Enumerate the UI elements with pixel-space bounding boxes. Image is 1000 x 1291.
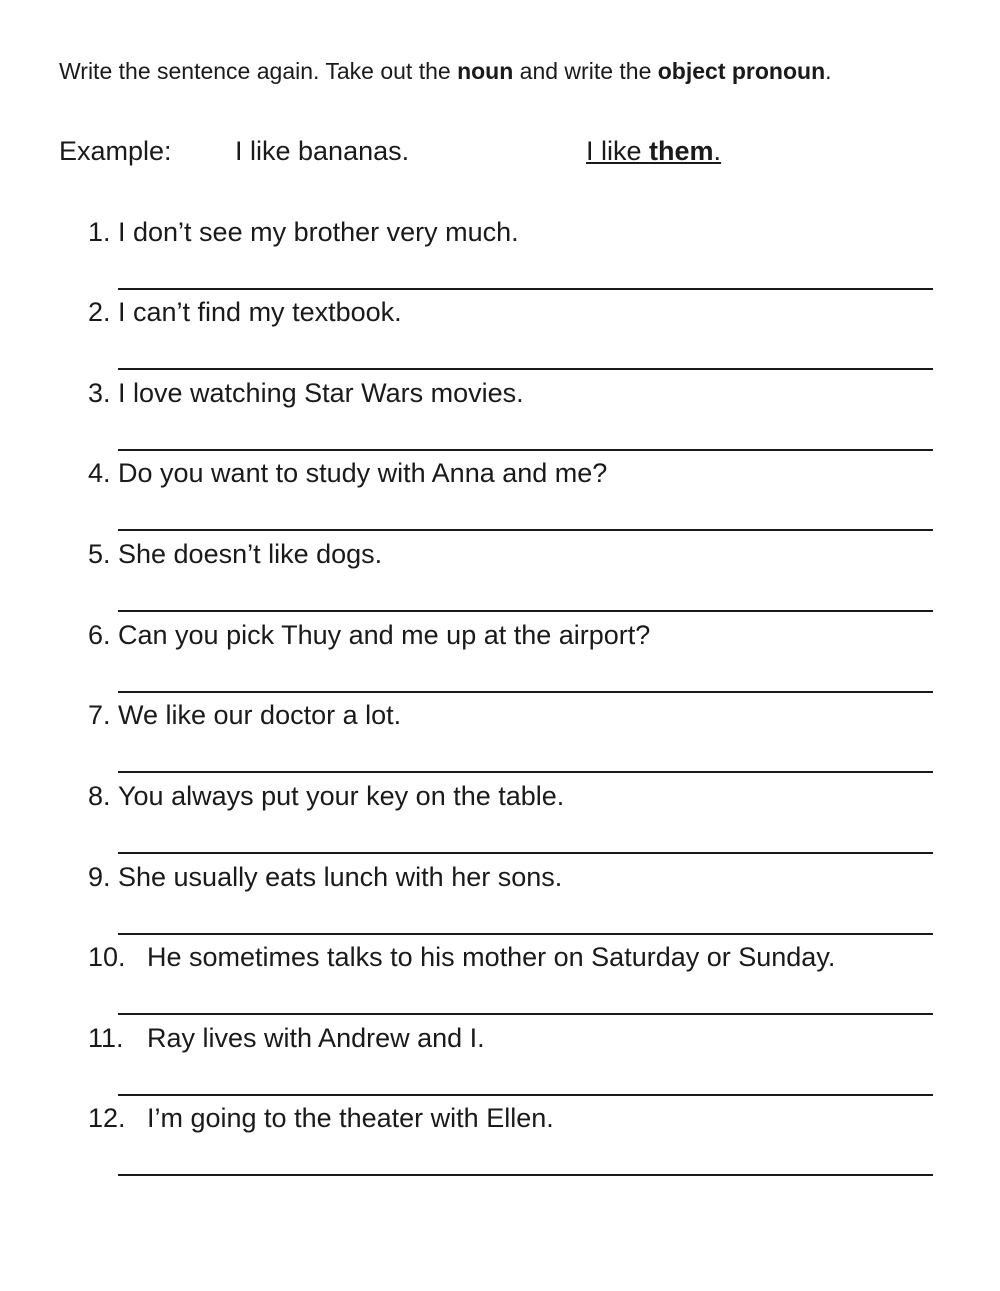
question-number: 9. xyxy=(88,862,111,892)
question-item xyxy=(0,862,1000,942)
instructions-noun: noun xyxy=(457,58,514,84)
question-item xyxy=(0,297,1000,377)
question-item xyxy=(0,942,1000,1022)
question-number: 12. xyxy=(88,1103,126,1133)
question-item xyxy=(0,217,1000,297)
answer-line[interactable] xyxy=(118,1013,933,1015)
answer-line[interactable] xyxy=(118,449,933,451)
answer-line[interactable] xyxy=(118,852,933,854)
question-item xyxy=(0,378,1000,458)
answer-line[interactable] xyxy=(118,933,933,935)
answer-line[interactable] xyxy=(118,529,933,531)
example-sentence: I like bananas. xyxy=(235,136,410,166)
question-item xyxy=(0,539,1000,619)
question-text: Ray lives with Andrew and I. xyxy=(147,1023,485,1053)
question-number: 4. xyxy=(88,458,111,488)
question-number: 8. xyxy=(88,781,111,811)
question-text: She doesn’t like dogs. xyxy=(118,539,383,569)
question-text: I’m going to the theater with Ellen. xyxy=(147,1103,554,1133)
question-text: She usually eats lunch with her sons. xyxy=(118,862,563,892)
question-text: I don’t see my brother very much. xyxy=(118,217,519,247)
question-item xyxy=(0,1103,1000,1183)
answer-line[interactable] xyxy=(118,1094,933,1096)
question-number: 5. xyxy=(88,539,111,569)
question-text: Do you want to study with Anna and me? xyxy=(118,458,608,488)
answer-line[interactable] xyxy=(118,610,933,612)
question-item xyxy=(0,1023,1000,1103)
question-number: 2. xyxy=(88,297,111,327)
example-answer-bold: them xyxy=(649,136,714,166)
question-item xyxy=(0,781,1000,861)
question-text: He sometimes talks to his mother on Saturday or Sunday. xyxy=(147,942,836,972)
answer-line[interactable] xyxy=(118,691,933,693)
question-text: We like our doctor a lot. xyxy=(118,700,402,730)
example-answer-prefix: I like xyxy=(586,136,650,166)
example-answer-suffix: . xyxy=(713,136,722,166)
instructions-part3: . xyxy=(825,58,832,84)
question-number: 10. xyxy=(88,942,126,972)
question-item xyxy=(0,458,1000,538)
example-label: Example: xyxy=(59,136,172,166)
instructions-part2: and write the xyxy=(513,58,658,84)
answer-line[interactable] xyxy=(118,771,933,773)
answer-line[interactable] xyxy=(118,1174,933,1176)
instructions-part1: Write the sentence again. Take out the xyxy=(59,58,458,84)
instructions-object-pronoun: object pronoun xyxy=(657,58,826,84)
question-number: 11. xyxy=(88,1023,124,1053)
question-item xyxy=(0,620,1000,700)
question-item xyxy=(0,700,1000,780)
question-number: 3. xyxy=(88,378,111,408)
answer-line[interactable] xyxy=(118,368,933,370)
question-text: I love watching Star Wars movies. xyxy=(118,378,524,408)
question-text: Can you pick Thuy and me up at the airport? xyxy=(118,620,651,650)
answer-line[interactable] xyxy=(118,288,933,290)
question-number: 1. xyxy=(88,217,111,247)
question-number: 6. xyxy=(88,620,111,650)
question-number: 7. xyxy=(88,700,111,730)
question-text: I can’t find my textbook. xyxy=(118,297,402,327)
question-text: You always put your key on the table. xyxy=(118,781,565,811)
